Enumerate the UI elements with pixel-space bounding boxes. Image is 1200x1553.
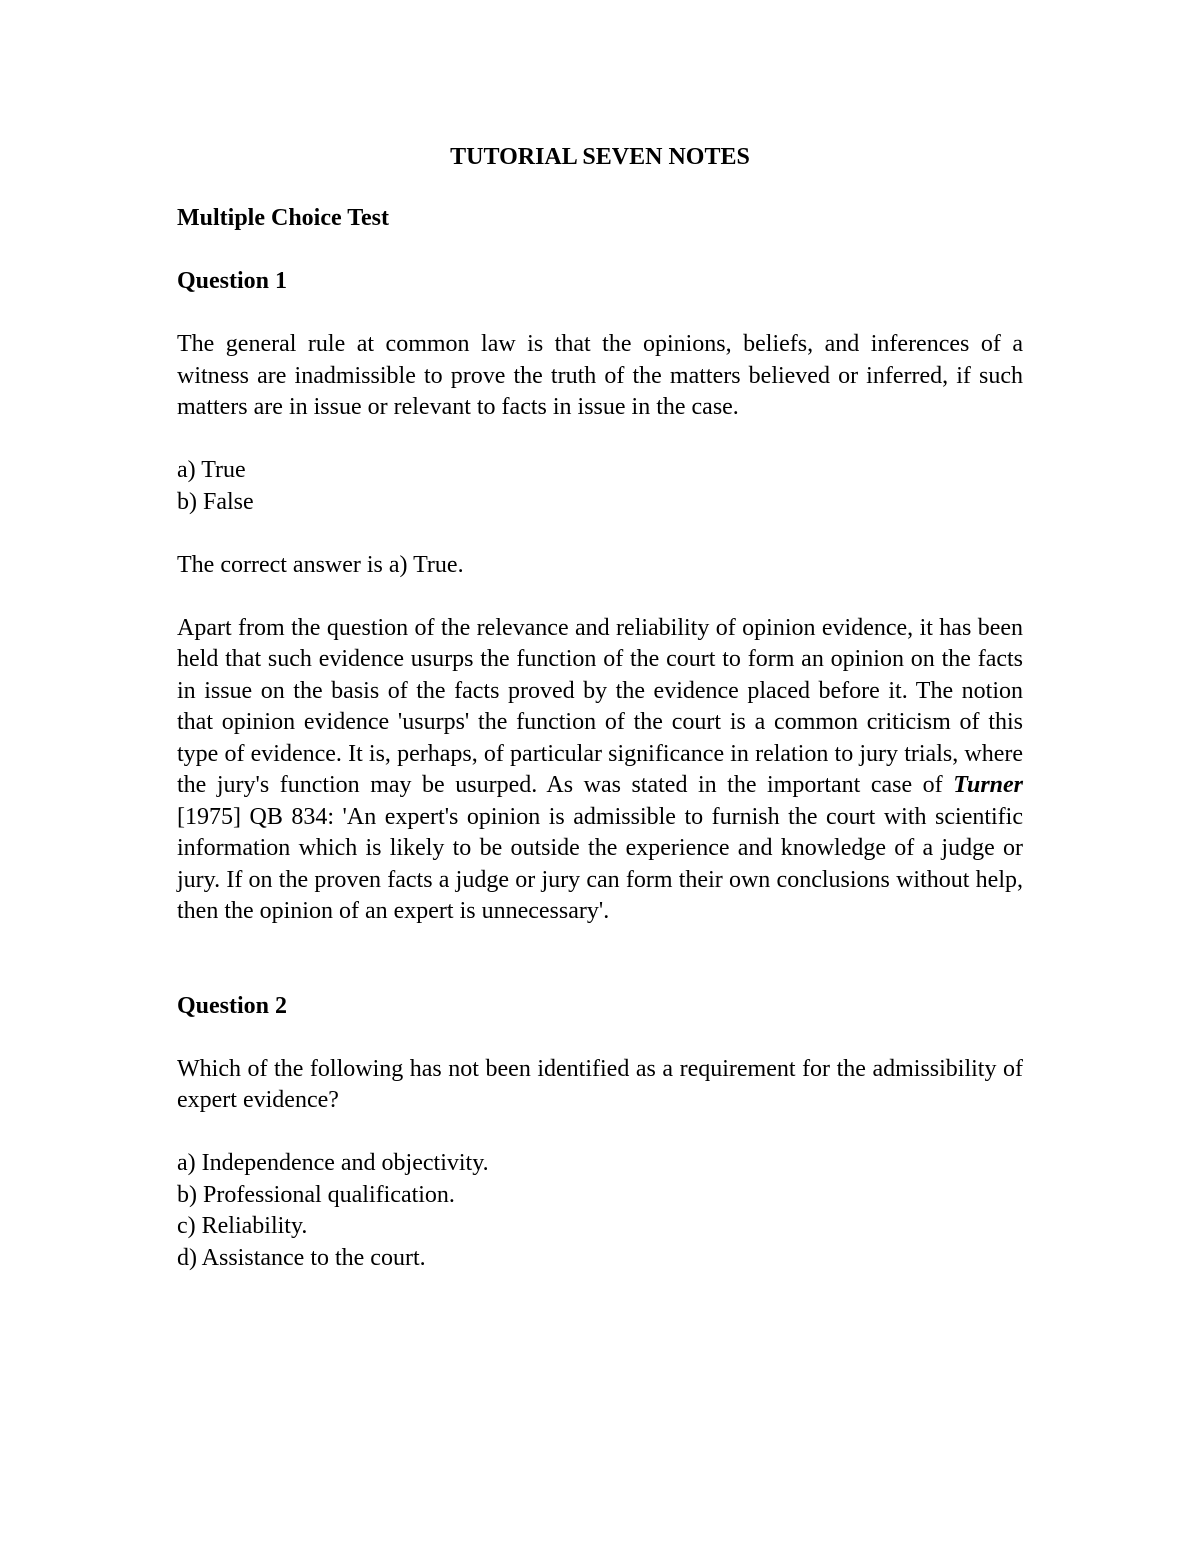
question-1-heading: Question 1 — [177, 268, 288, 294]
question-2-option: c) Reliability. — [177, 1213, 308, 1239]
document-page — [177, 140, 1023, 1274]
question-1-options — [177, 455, 1023, 518]
question-1-text: The general rule at common law is that the opinions, beliefs, and inferences of a witness are inadmissible to prove the truth of the matters believed or inferred, if such matters are in issue or relevant to facts in issue in the case. — [177, 331, 1023, 420]
question-1-explanation — [177, 613, 1023, 928]
question-2-option: b) Professional qualification. — [177, 1181, 455, 1208]
explanation-text: Apart from the question of the relevance and reliability of opinion evidence, it has been held that such evidence usurps the function of the court to form an opinion on the facts in issue on the basis of the facts proved by the evidence placed before it. The notion that opinion evidence 'usurps' the function of the court is a common criticism of this type of evidence. It is, perhaps, of particular significance in relation to jury trials, where the jury's function may be usurped. As was stated in the important case of — [177, 614, 1023, 798]
case-name: Turner — [953, 772, 1023, 798]
explanation-text: [1975] QB 834: 'An expert's opinion is admissible to furnish the court with scientific information which is likely to be outside the experience and knowledge of a judge or jury. If on the proven facts a judge or jury can form their own conclusions without help, then the opinion of an expert is unnecessary'. — [177, 803, 1023, 924]
question-1-answer: The correct answer is a) True. — [177, 551, 464, 578]
page-title: TUTORIAL SEVEN NOTES — [450, 144, 750, 170]
question-1-option: b) False — [177, 488, 254, 515]
question-2-options — [177, 1148, 1023, 1274]
question-2-option: d) Assistance to the court. — [177, 1244, 426, 1271]
question-2-text: Which of the following has not been identified as a requirement for the admissibility of expert evidence? — [177, 1055, 1023, 1113]
question-2-heading: Question 2 — [177, 992, 288, 1019]
question-2-option: a) Independence and objectivity. — [177, 1150, 489, 1176]
question-1-option: a) True — [177, 457, 246, 483]
section-heading: Multiple Choice Test — [177, 205, 390, 231]
